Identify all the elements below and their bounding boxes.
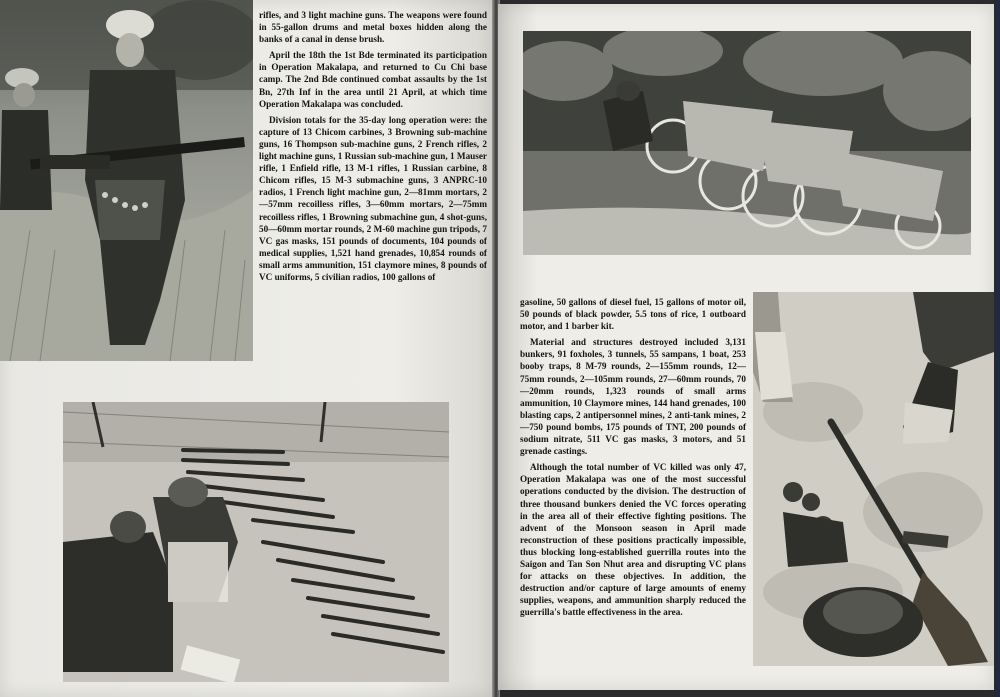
photo-weapons-on-ground bbox=[753, 292, 994, 666]
right-text-column bbox=[520, 296, 746, 618]
paragraph: rifles, and 3 light machine guns. The weapons were found in 55-gallon drums and metal boxes hidden along the banks of a canal in dense brush. bbox=[259, 10, 487, 45]
left-page bbox=[0, 0, 494, 697]
left-text-column bbox=[259, 9, 487, 283]
paragraph: Material and structures destroyed included 3,131 bunkers, 91 foxholes, 3 tunnels, 55 sampans, 1 boat, 253 booby traps, 8 M-79 rounds, 2—155mm rounds, 12—75mm rounds, 2—105mm rounds, 27—60mm rounds, 70—20mm rounds, 1,323 rounds of small arms ammunition, 10 Claymore mines, 144 hand grenades, 100 blasting caps, 2 antipersonnel mines, 2 anti-tank mines, 2—750 pound bombs, 175 pounds of TNT, 200 pounds of sodium nitrate, 511 VC gas masks, 3 motors, and 51 grenade castings. bbox=[520, 337, 746, 457]
right-page bbox=[498, 4, 994, 690]
photo-carts-in-jungle bbox=[523, 31, 971, 255]
book-cover-edge bbox=[994, 0, 1000, 697]
photo-captured-weapons bbox=[63, 402, 449, 682]
paragraph: Division totals for the 35-day long operation were: the capture of 13 Chicom carbines, 3 Browning sub-machine guns, 16 Thompson sub-machine guns, 2 French rifles, 2 light machine guns, 1 Russian sub-machine gun, 1 Mauser rifle, 1 Enfield rifle, 13 M-1 rifles, 1 Russian carbine, 8 Chicom rifles, 15 M-3 submachine guns, 3 ANPRC-10 radios, 1 French light machine gun, 2—81mm mortars, 2—57mm recoilless rifles, 3—60mm mortars, 2—75mm recoilless rifles, 1 Browning submachine gun, 4 shot-guns, 50—60mm mortar rounds, 2 M-60 machine gun tripods, 7 VC gas masks, 151 pounds of documents, 104 pounds of medical supplies, 1,521 hand grenades, 10,854 rounds of small arms ammunition, 151 claymore mines, 8 pounds of VC uniforms, 5 civilian radios, 100 gallons of bbox=[259, 114, 487, 282]
photo-soldiers-machine-gun bbox=[0, 0, 253, 361]
paragraph: Although the total number of VC killed was only 47, Operation Makalapa was one of the most successful operations conducted by the division. The destruction of three thousand bunkers denied the VC forces operating in the area all of their effective fighting positions. The advent of the Monsoon season in April made reconstruction of these positions practically impossible, thus blocking long-established guerrilla routes into the Saigon and Tan Son Nhut area and disrupting VC plans for attacks on these objectives. In addition, the destruction and/or capture of large amounts of enemy supplies, weapons, and ammunition sharply reduced the guerrilla's battle effectiveness in the area. bbox=[520, 462, 746, 618]
paragraph: gasoline, 50 gallons of diesel fuel, 15 gallons of motor oil, 50 pounds of black powder, 5.5 tons of rice, 1 outboard motor, and 1 barber kit. bbox=[520, 297, 746, 332]
paragraph: April the 18th the 1st Bde terminated its participation in Operation Makalapa, and returned to Cu Chi base camp. The 2nd Bde continued combat assaults by the 1st Bn, 27th Inf in the area until 21 April, at which time Operation Makalapa was concluded. bbox=[259, 50, 487, 109]
